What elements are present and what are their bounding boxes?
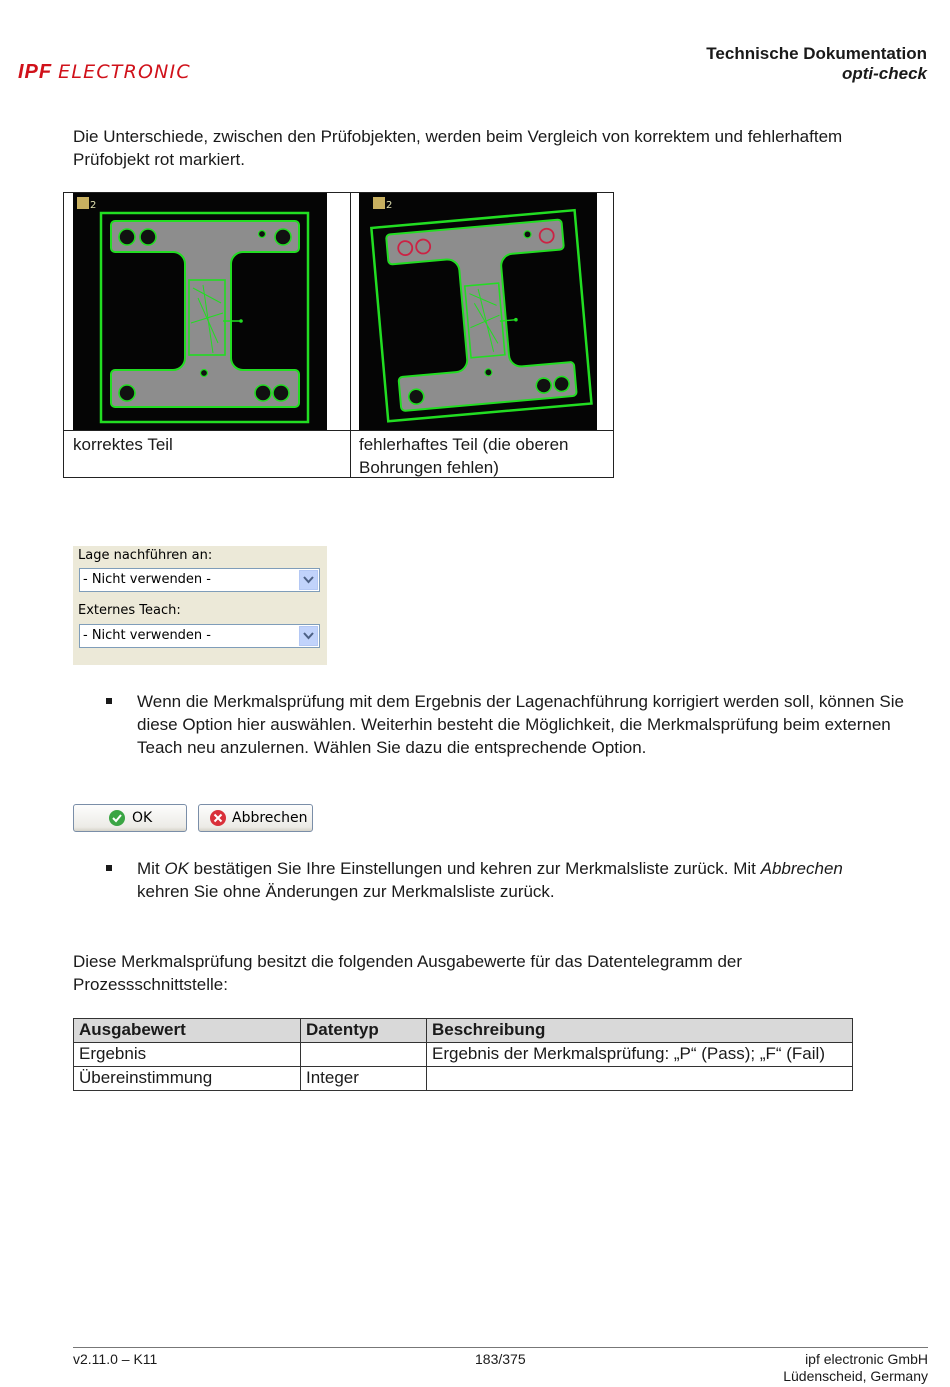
chevron-down-icon[interactable] <box>299 570 318 590</box>
column-header: Ausgabewert <box>74 1019 301 1043</box>
position-tracking-label: Lage nachführen an: <box>78 548 213 563</box>
buttons-description: Mit OK bestätigen Sie Ihre Einstellungen und kehren zur Merkmalsliste zurück. Mit Abbrechen kehren Sie ohne Änderungen zur Merkmalsliste zurück. <box>137 859 843 901</box>
document-title: Technische Dokumentation <box>706 44 927 63</box>
cancel-button-label: Abbrechen <box>232 810 308 826</box>
table-cell: Ergebnis <box>74 1043 301 1067</box>
table-cell <box>427 1067 853 1091</box>
position-tracking-value: - Nicht verwenden - <box>83 572 211 587</box>
external-teach-label: Externes Teach: <box>78 603 181 618</box>
table-row <box>74 1043 853 1067</box>
logo-electronic-text: ELECTRONIC <box>58 61 191 83</box>
column-header: Datentyp <box>301 1019 427 1043</box>
footer-version: v2.11.0 – K11 <box>73 1351 158 1367</box>
faulty-part-caption: fehlerhaftes Teil (die oberen Bohrungen fehlen) <box>359 435 569 477</box>
faulty-part-image <box>359 193 597 430</box>
footer-divider <box>73 1347 928 1348</box>
table-cell: Ergebnis der Merkmalsprüfung: „P“ (Pass); „F“ (Fail) <box>427 1043 853 1067</box>
position-tracking-select[interactable] <box>79 568 320 592</box>
settings-panel <box>73 546 327 665</box>
footer-page-number: 183/375 <box>475 1351 526 1367</box>
table-row <box>74 1067 853 1091</box>
comparison-table <box>63 192 614 478</box>
table-cell <box>301 1043 427 1067</box>
table-cell: Übereinstimmung <box>74 1067 301 1091</box>
correct-part-image <box>73 193 327 430</box>
svg-text:2: 2 <box>90 200 97 211</box>
check-icon <box>108 809 126 827</box>
cancel-icon <box>209 809 227 827</box>
output-intro-paragraph: Diese Merkmalsprüfung besitzt die folgenden Ausgabewerte für das Datentelegramm der Prozessschnittstelle: <box>73 952 743 994</box>
camera-badge-icon <box>77 197 89 209</box>
ok-button-label: OK <box>132 810 153 826</box>
svg-text:2: 2 <box>386 200 393 211</box>
column-header: Beschreibung <box>427 1019 853 1043</box>
option-description: Wenn die Merkmalsprüfung mit dem Ergebnis der Lagenachführung korrigiert werden soll, können Sie diese Option hier auswählen. Weiterhin besteht die Möglichkeit, die Merkmalsprüfung beim externen Teach neu anzulernen. Wählen Sie dazu die entsprechende Option. <box>137 692 904 757</box>
output-values-table <box>73 1018 853 1091</box>
cancel-button[interactable] <box>198 804 313 832</box>
ok-button[interactable] <box>73 804 187 832</box>
logo-ipf-text: IPF <box>18 60 53 83</box>
camera-badge-icon <box>373 197 385 209</box>
table-header-row <box>74 1019 853 1043</box>
footer-company: ipf electronic GmbH <box>805 1351 928 1367</box>
company-logo <box>18 60 191 84</box>
correct-part-caption: korrektes Teil <box>73 435 173 454</box>
intro-paragraph: Die Unterschiede, zwischen den Prüfobjekten, werden beim Vergleich von korrektem und fehlerhaftem Prüfobjekt rot markiert. <box>73 127 843 169</box>
footer-location: Lüdenscheid, Germany <box>783 1368 928 1384</box>
external-teach-value: - Nicht verwenden - <box>83 628 211 643</box>
bullet-marker <box>106 865 112 871</box>
chevron-down-icon[interactable] <box>299 626 318 646</box>
document-subtitle: opti-check <box>841 64 927 83</box>
bullet-marker <box>106 698 112 704</box>
external-teach-select[interactable] <box>79 624 320 648</box>
table-cell: Integer <box>301 1067 427 1091</box>
